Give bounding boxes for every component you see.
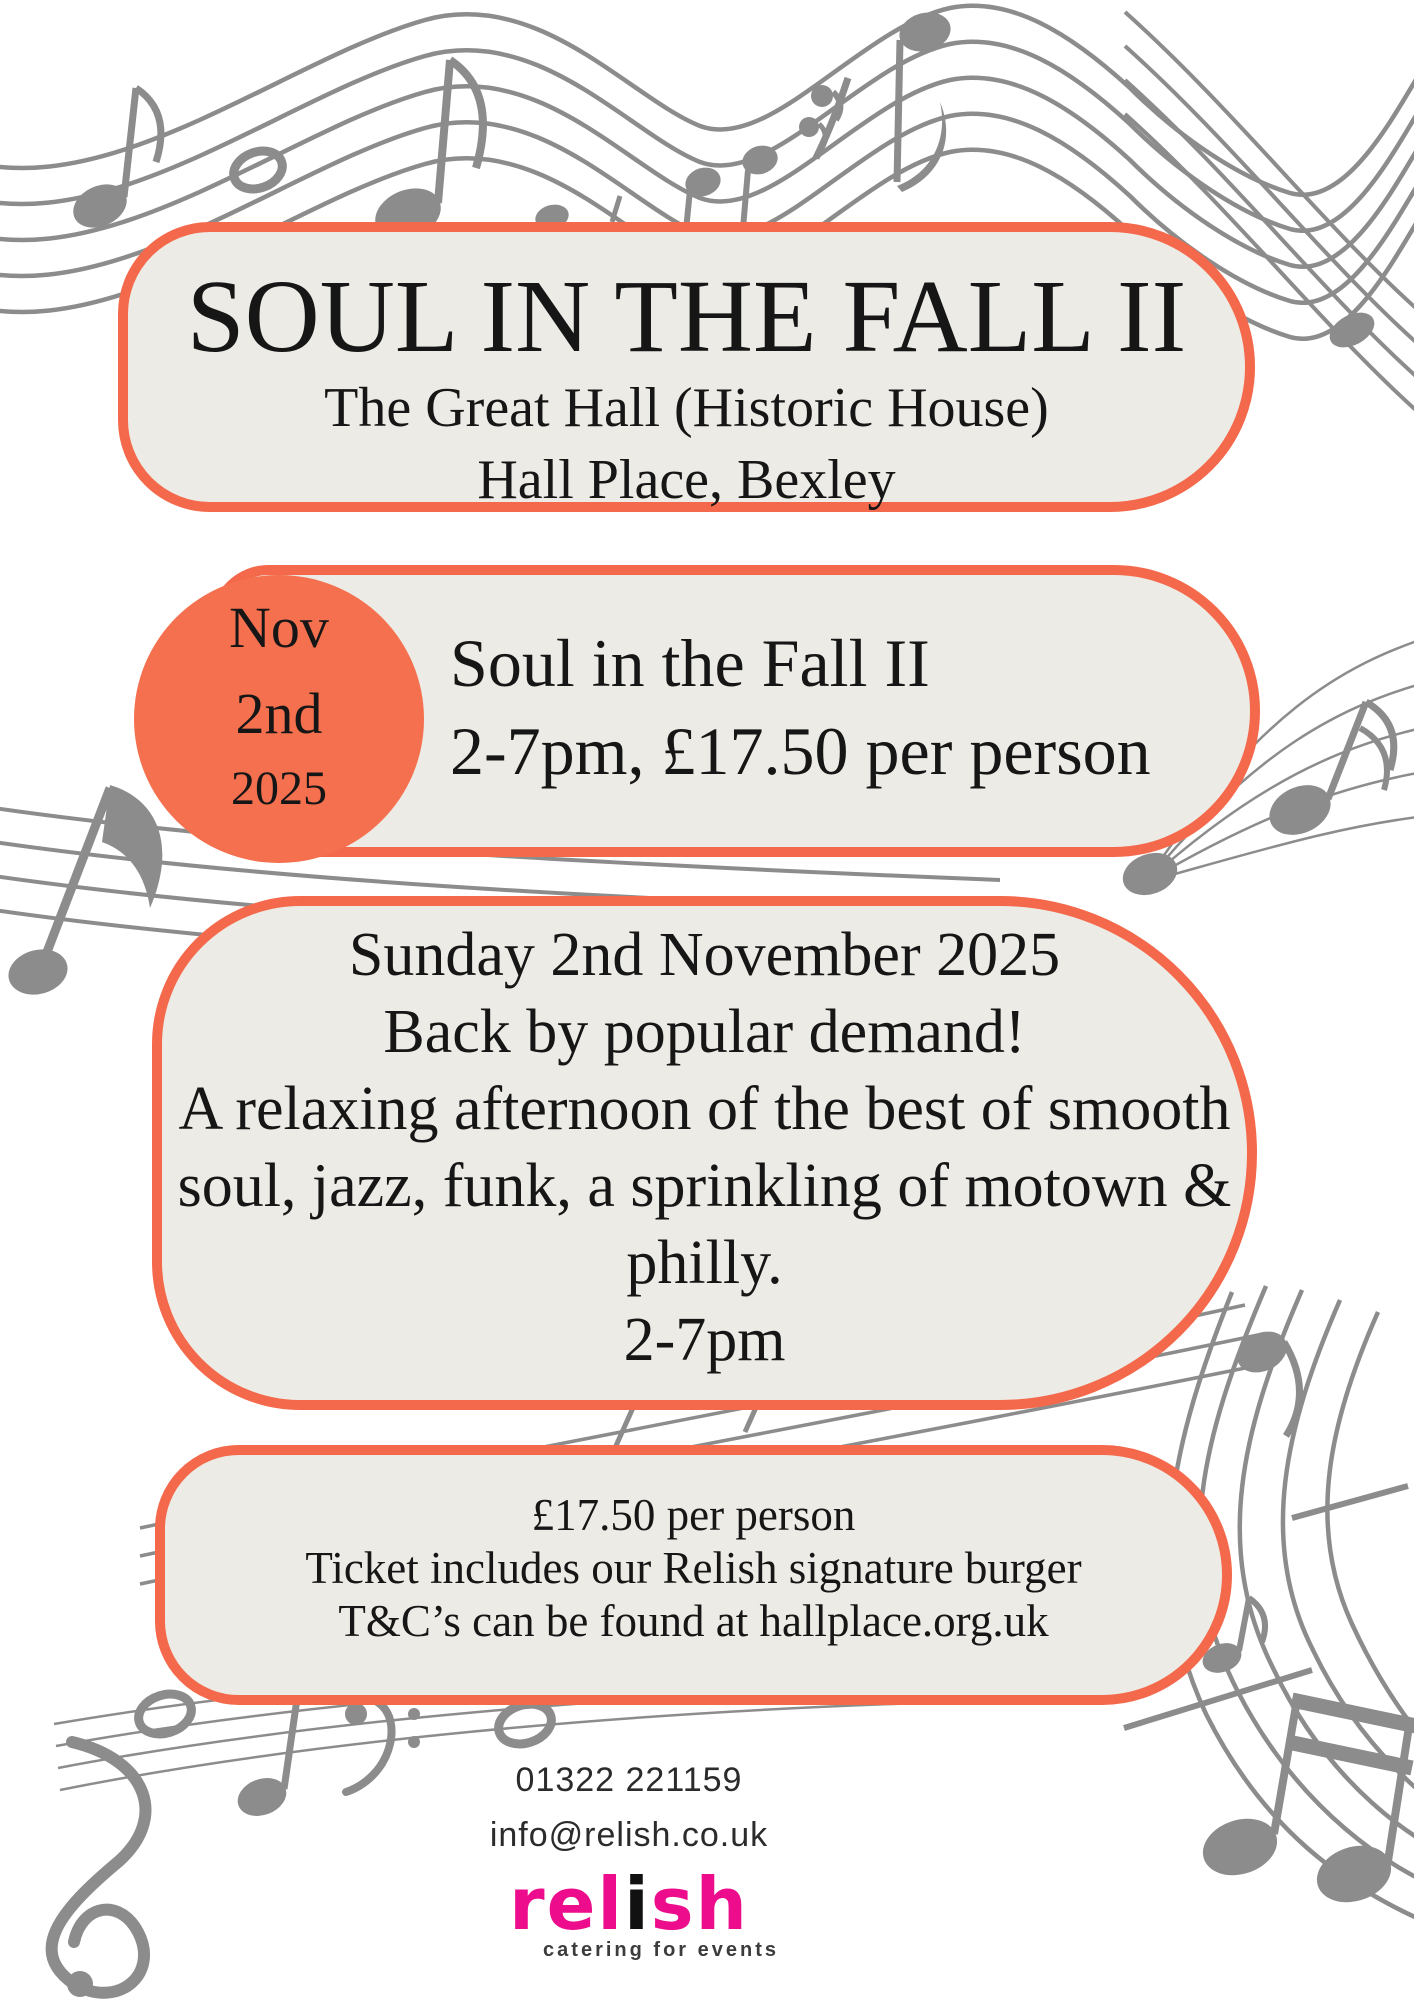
relish-logo: [329, 1862, 929, 1946]
details-line: soul, jazz, funk, a sprinkling of motown &: [177, 1152, 1232, 1220]
details-line: Back by popular demand!: [383, 998, 1026, 1066]
phone-number: 01322 221159: [515, 1761, 743, 1799]
details-line: Sunday 2nd November 2025: [348, 921, 1061, 989]
date-year: 2025: [231, 762, 327, 815]
date-badge: [134, 575, 424, 863]
page-title: SOUL IN THE FALL II: [186, 259, 1187, 374]
logo-text: rel: [509, 1862, 625, 1946]
ticket-terms: T&C’s can be found at hallplace.org.uk: [338, 1596, 1049, 1646]
venue-line-2: Hall Place, Bexley: [477, 449, 896, 511]
title-box: [118, 222, 1255, 512]
logo-tagline: catering for events: [543, 1939, 779, 1961]
ticket-price: £17.50 per person: [531, 1490, 856, 1540]
details-line: philly.: [626, 1229, 783, 1297]
logo-accent-letter: i: [624, 1862, 651, 1946]
venue-line-1: The Great Hall (Historic House): [324, 377, 1049, 439]
email-address: info@relish.co.uk: [489, 1816, 769, 1854]
half-note-icon: [493, 1698, 556, 1751]
contact-block: [329, 1758, 929, 1962]
ticket-includes: Ticket includes our Relish signature burger: [305, 1543, 1082, 1593]
treble-clef-icon: [52, 1742, 146, 1997]
details-line: A relaxing afternoon of the best of smooth: [178, 1075, 1231, 1143]
ticket-box: [155, 1445, 1232, 1705]
date-month: Nov: [229, 595, 329, 660]
event-time-price: 2-7pm, £17.50 per person: [450, 713, 1151, 789]
half-note-icon: [133, 1688, 196, 1741]
event-name: Soul in the Fall II: [450, 625, 930, 701]
details-line: 2-7pm: [623, 1306, 786, 1374]
logo-text: sh: [650, 1862, 749, 1946]
details-box: [152, 896, 1257, 1410]
date-day: 2nd: [235, 681, 323, 746]
